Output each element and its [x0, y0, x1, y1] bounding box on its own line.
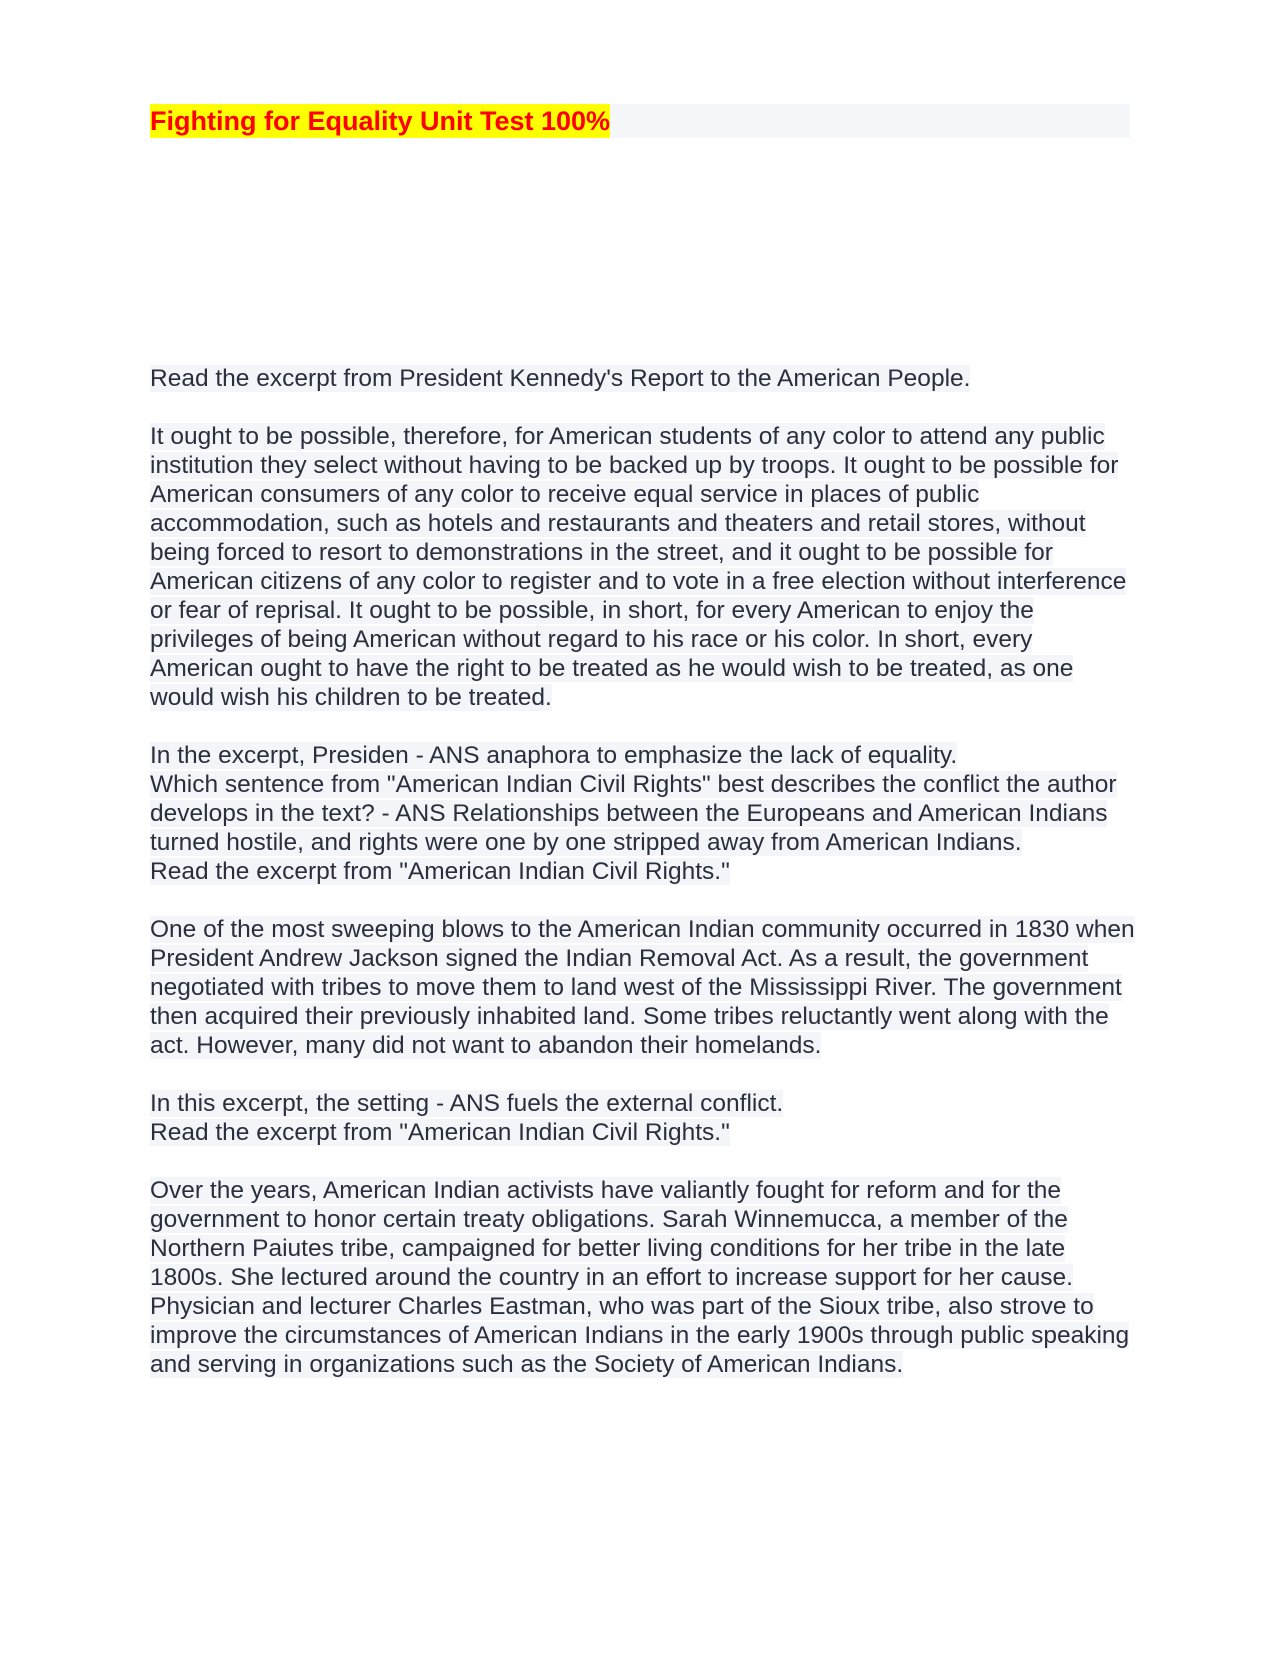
- paragraph-answer-1: [150, 741, 1140, 770]
- document-body: [150, 364, 1140, 1408]
- paragraph-text: Read the excerpt from "American Indian Civil Rights.": [150, 858, 730, 885]
- paragraph-intro-civil-rights-2: [150, 1118, 1140, 1147]
- paragraph-activists-excerpt: [150, 1176, 1140, 1379]
- paragraph-answer-setting: [150, 1089, 1140, 1118]
- paragraph-intro-civil-rights-1: [150, 857, 1140, 886]
- paragraph-text: Read the excerpt from President Kennedy's Report to the American People.: [150, 365, 971, 392]
- paragraph-kennedy-excerpt: [150, 422, 1140, 712]
- paragraph-text: Read the excerpt from "American Indian Civil Rights.": [150, 1119, 730, 1146]
- paragraph-text: Over the years, American Indian activists have valiantly fought for reform and for the government to honor certain treaty obligations. Sarah Winnemucca, a member of the Northern Paiutes tribe, campaigned for better living conditions for her tribe in the late 1800s. She lectured around the country in an effort to increase support for her cause. Physician and lecturer Charles Eastman, who was part of the Sioux tribe, also strove to improve the circumstances of American Indians in the early 1900s through public speaking and serving in organizations such as the Society of American Indians.: [150, 1177, 1130, 1378]
- paragraph-removal-act-excerpt: [150, 915, 1140, 1060]
- paragraph-question-2: [150, 770, 1140, 857]
- paragraph-text: In the excerpt, Presiden - ANS anaphora to emphasize the lack of equality.: [150, 742, 958, 769]
- document-title: Fighting for Equality Unit Test 100%: [150, 106, 611, 136]
- paragraph-text: In this excerpt, the setting - ANS fuels the external conflict.: [150, 1090, 784, 1117]
- paragraph-text: Which sentence from "American Indian Civil Rights" best describes the conflict the author develops in the text? - ANS Relationships between the Europeans and American Indians turned hostile, and rights were one by one stripped away from American Indians.: [150, 771, 1117, 856]
- paragraph-text: It ought to be possible, therefore, for American students of any color to attend any public institution they select without having to be backed up by troops. It ought to be possible for American consumers of any color to receive equal service in places of public accommodation, such as hotels and restaurants and theaters and retail stores, without being forced to resort to demonstrations in the street, and it ought to be possible for American citizens of any color to register and to vote in a free election without interference or fear of reprisal. It ought to be possible, in short, for every American to enjoy the privileges of being American without regard to his race or his color. In short, every American ought to have the right to be treated as he would wish to be treated, as one would wish his children to be treated.: [150, 423, 1127, 711]
- paragraph-intro-kennedy: [150, 364, 1140, 393]
- paragraph-text: One of the most sweeping blows to the American Indian community occurred in 1830 when President Andrew Jackson signed the Indian Removal Act. As a result, the government negotiated with tribes to move them to land west of the Mississippi River. The government then acquired their previously inhabited land. Some tribes reluctantly went along with the act. However, many did not want to abandon their homelands.: [150, 916, 1135, 1059]
